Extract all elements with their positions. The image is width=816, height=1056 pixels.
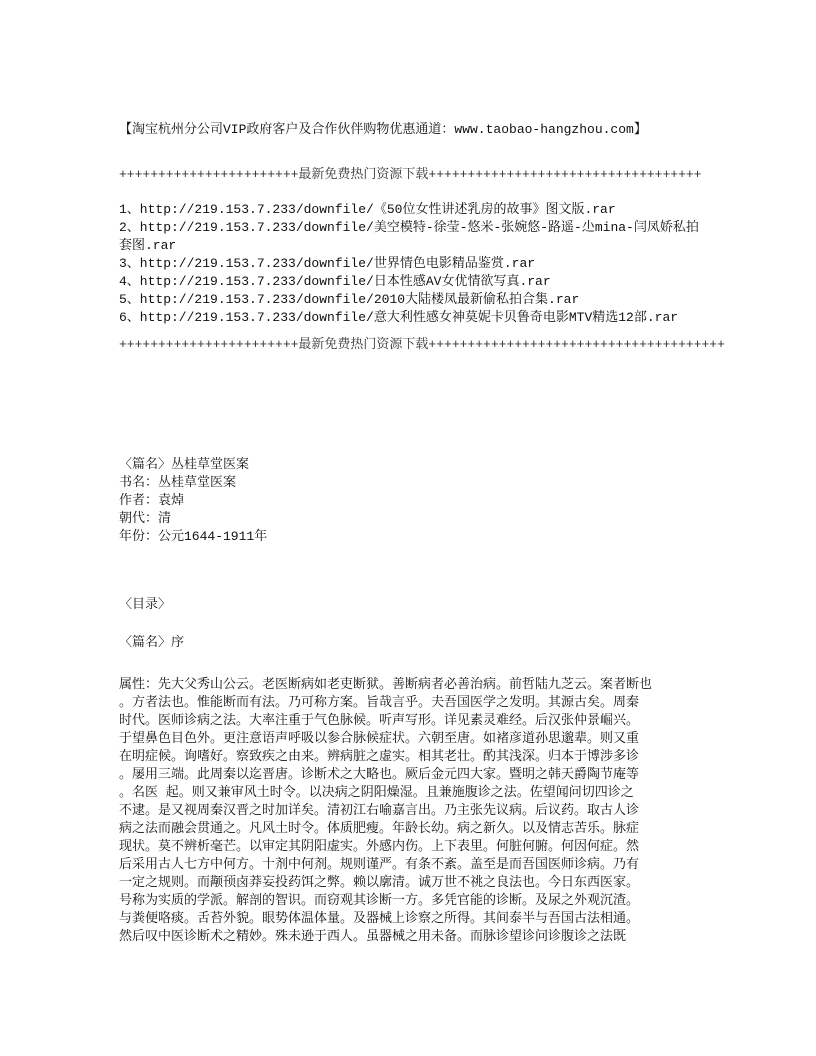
book-title: 书名：丛桂草堂医案 (119, 475, 237, 490)
download-link[interactable]: 2、http://219.153.7.233/downfile/美空模特-徐莹-悠米-张婉悠-路遥-尐mina-闫凤娇私拍 (119, 220, 699, 235)
download-link[interactable]: 4、http://219.153.7.233/downfile/日本性感AV女优情欲写真.rar (119, 274, 551, 289)
body-line: 在明症候。询嗜好。察致疾之由来。辨病脏之虚实。相其老壮。酌其浅深。归本于博涉多诊 (119, 749, 640, 764)
body-line: 然后叹中医诊断术之精妙。殊未逊于西人。虽器械之用未备。而脉诊望诊问诊腹诊之法既 (119, 929, 627, 944)
body-line: 。屡用三端。此周秦以迄晋唐。诊断术之大略也。厥后金元四大家。暨明之韩天爵陶节庵等 (119, 767, 640, 782)
body-line: 号称为实质的学派。解剖的智识。而窃观其诊断一方。多凭官能的诊断。及尿之外观沉渣。 (119, 893, 640, 908)
download-list (119, 201, 739, 327)
download-link[interactable]: 3、http://219.153.7.233/downfile/世界情色电影精品鉴赏.rar (119, 256, 536, 271)
book-info (119, 456, 739, 546)
download-link-continued[interactable]: 套图.rar (119, 238, 177, 253)
body-line: 一定之规则。而颟顸卤莽妄投药饵之弊。赖以廓清。诚万世不祧之良法也。今日东西医家。 (119, 875, 640, 890)
body-line: 于望鼻色目色外。更注意语声呼吸以参合脉候症状。六朝至唐。如褚彦道孙思邈辈。则又重 (119, 731, 640, 746)
body-line: 不逮。是又视周秦汉晋之时加详矣。清初江右喻嘉言出。乃主张先议病。后议药。取古人诊 (119, 803, 640, 818)
chapter-title: 〈篇名〉序 (119, 635, 185, 650)
body-line: 与粪便咯痰。舌苔外貌。眼势体温体量。及器械上诊察之所得。其间泰半与吾国古法相通。 (119, 911, 640, 926)
body-line: 。方者法也。惟能断而有法。乃可称方案。旨哉言乎。夫吾国医学之发明。其源古矣。周秦 (119, 695, 640, 710)
download-link[interactable]: 5、http://219.153.7.233/downfile/2010大陆楼凤最新偷私拍合集.rar (119, 292, 580, 307)
toc-label: 〈目录〉 (119, 597, 172, 612)
body-line: 时代。医师诊病之法。大率注重于气色脉候。听声写形。详见素灵难经。后汉张仲景崛兴。 (119, 713, 640, 728)
body-line: 属性：先大父秀山公云。老医断病如老吏断狱。善断病者必善治病。前哲陆九芝云。案者断也 (119, 677, 653, 692)
book-dynasty: 朝代：清 (119, 511, 172, 526)
body-line: 现状。莫不辨析毫芒。以审定其阴阳虚实。外感内伤。上下表里。何脏何腑。何因何症。然 (119, 839, 640, 854)
book-chapter-name: 〈篇名〉丛桂草堂医案 (119, 457, 250, 472)
body-line: 病之法而融会贯通之。凡风土时令。体质肥瘦。年龄长幼。病之新久。以及情志苦乐。脉症 (119, 821, 640, 836)
header-banner: 【淘宝杭州分公司VIP政府客户及合作伙伴购物优惠通道：www.taobao-hangzhou.com】 (119, 122, 647, 137)
body-line: 后采用古人七方中何方。十剂中何剂。规则谨严。有条不紊。盖至是而吾国医师诊病。乃有 (119, 857, 640, 872)
divider-top: +++++++++++++++++++++++最新免费热门资源下载+++++++++++++++++++++++++++++++++++ (119, 167, 702, 182)
divider-bottom: +++++++++++++++++++++++最新免费热门资源下载++++++++++++++++++++++++++++++++++++++ (119, 337, 725, 352)
book-year: 年份：公元1644-1911年 (119, 529, 268, 544)
body-text (119, 676, 739, 946)
book-author: 作者：袁焯 (119, 493, 185, 508)
download-link[interactable]: 6、http://219.153.7.233/downfile/意大利性感女神莫妮卡贝鲁奇电影MTV精选12部.rar (119, 310, 679, 325)
download-link[interactable]: 1、http://219.153.7.233/downfile/《50位女性讲述乳房的故事》图文版.rar (119, 202, 616, 217)
body-line: 。名医 起。则又兼审风土时令。以决病之阴阳燥湿。且兼施腹诊之法。佐望闻问切四诊之 (119, 785, 634, 800)
